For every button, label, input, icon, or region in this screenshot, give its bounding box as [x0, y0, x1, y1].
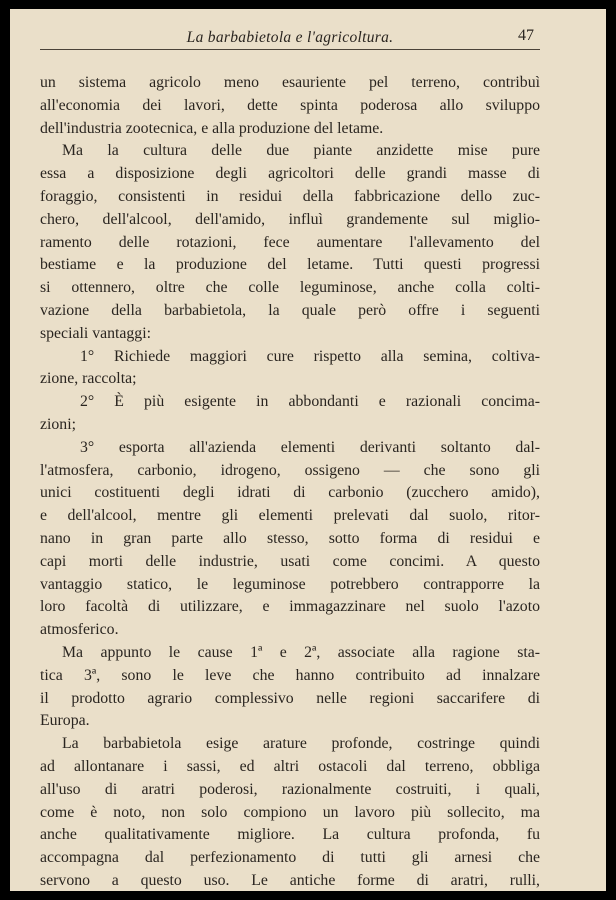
text-line: anche qualitativamente migliore. La cultura profonda, fu: [40, 826, 540, 844]
text-line: l'atmosfera, carbonio, idrogeno, ossigeno — che sono gli: [40, 461, 540, 479]
text-line: si ottennero, oltre che colle leguminose, anche colla colti-: [40, 279, 540, 297]
text-line: Ma la cultura delle due piante anzidette mise pure: [62, 142, 540, 160]
running-title: La barbabietola e l'agricoltura.: [186, 29, 394, 46]
text-line: La barbabietola esige arature profonde, costringe quindi: [62, 735, 540, 753]
text-line: 1° Richiede maggiori cure rispetto alla semina, coltiva-: [80, 347, 540, 365]
text-line: 2° È più esigente in abbondanti e razionali concima-: [80, 393, 540, 411]
text-line: vazione della barbabietola, la quale però offre i seguenti: [40, 301, 540, 319]
text-line: vantaggio statico, le leguminose potrebbero contrapporre la: [40, 575, 540, 593]
text-line: capi morti delle industrie, usati come concimi. A questo: [40, 552, 540, 570]
page-number: 47: [518, 27, 534, 44]
text-line: e dell'alcool, mentre gli elementi prelevati dal suolo, ritor-: [40, 507, 540, 525]
text-line: Europa.: [40, 712, 90, 730]
text-line: atmosferico.: [40, 621, 119, 639]
body-text: [40, 72, 540, 891]
text-line: all'uso di aratri poderosi, razionalmente costruiti, i quali,: [40, 780, 540, 798]
text-line: nano in gran parte allo stesso, sotto forma di residui e: [40, 529, 540, 547]
text-line: tica 3ª, sono le leve che hanno contribuito ad innalzare: [40, 666, 540, 684]
text-line: zione, raccolta;: [40, 370, 137, 388]
text-line: loro facoltà di utilizzare, e immagazzinare nel suolo l'azoto: [40, 598, 540, 616]
text-line: il prodotto agrario complessivo nelle regioni saccarifere di: [40, 689, 540, 707]
book-page: [10, 9, 606, 891]
text-line: Ma appunto le cause 1ª e 2ª, associate alla ragione sta-: [62, 643, 540, 661]
text-line: chero, dell'alcool, dell'amido, influì grandemente sul miglio-: [40, 210, 540, 228]
text-line: bestiame e la produzione del letame. Tutti questi progressi: [40, 256, 540, 274]
text-line: 3° esporta all'azienda elementi derivanti soltanto dal-: [80, 438, 540, 456]
text-line: essa a disposizione degli agricoltori delle grandi masse di: [40, 165, 540, 183]
text-line: ad allontanare i sassi, ed altri ostacoli dal terreno, obbliga: [40, 757, 540, 775]
text-line: dell'industria zootecnica, e alla produzione del letame.: [40, 119, 384, 137]
text-line: ramento delle rotazioni, fece aumentare l'allevamento del: [40, 233, 540, 251]
text-line: servono a questo uso. Le antiche forme di aratri, rulli,: [40, 871, 540, 889]
text-line: foraggio, consistenti in residui della fabbricazione dello zuc-: [40, 187, 540, 205]
text-line: speciali vantaggi:: [40, 324, 151, 342]
text-line: come è noto, non solo compiono un lavoro più sollecito, ma: [40, 803, 540, 821]
text-line: all'economia dei lavori, dette spinta poderosa allo sviluppo: [40, 96, 540, 114]
text-line: unici costituenti degli idrati di carbonio (zucchero amido),: [40, 484, 540, 502]
text-line: zioni;: [40, 415, 76, 433]
text-line: accompagna dal perfezionamento di tutti gli arnesi che: [40, 849, 540, 867]
page-header: [40, 17, 540, 50]
text-line: un sistema agricolo meno esauriente pel terreno, contribuì: [40, 74, 540, 91]
